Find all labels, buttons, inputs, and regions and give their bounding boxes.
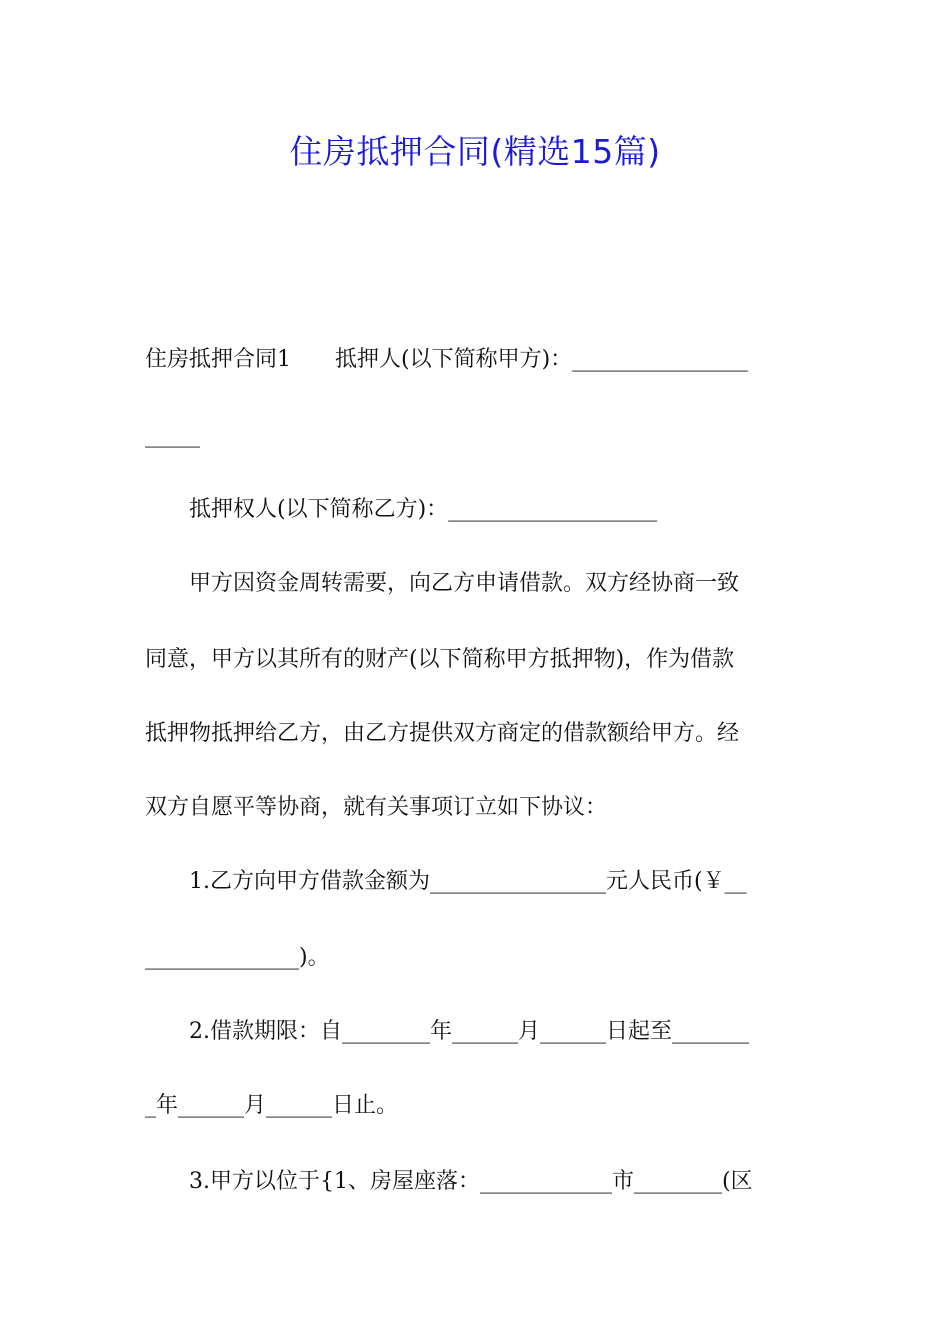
text-line: 抵押物抵押给乙方，由乙方提供双方商定的借款额给甲方。经 (145, 721, 740, 746)
text-line: 2.借款期限：自________年______月______日起至_______ (145, 1019, 749, 1044)
text-line: 同意，甲方以其所有的财产(以下简称甲方抵押物)，作为借款 (145, 647, 735, 672)
text-line: 1.乙方向甲方借款金额为________________元人民币(￥__ (145, 869, 747, 894)
text-line: _____ (145, 423, 200, 448)
document-title: 住房抵押合同(精选15篇) (289, 132, 661, 171)
text-line: _年______月______日止。 (145, 1093, 399, 1118)
text-line: 住房抵押合同1 抵押人(以下简称甲方)：________________ (145, 347, 749, 372)
text-line: 甲方因资金周转需要，向乙方申请借款。双方经协商一致 (145, 571, 740, 596)
text-line: 抵押权人(以下简称乙方)：___________________ (145, 497, 658, 522)
text-line: ______________)。 (145, 945, 330, 970)
text-line: 双方自愿平等协商，就有关事项订立如下协议： (145, 795, 608, 820)
text-line: 3.甲方以位于{1、房屋座落：____________市________(区 (145, 1169, 753, 1194)
